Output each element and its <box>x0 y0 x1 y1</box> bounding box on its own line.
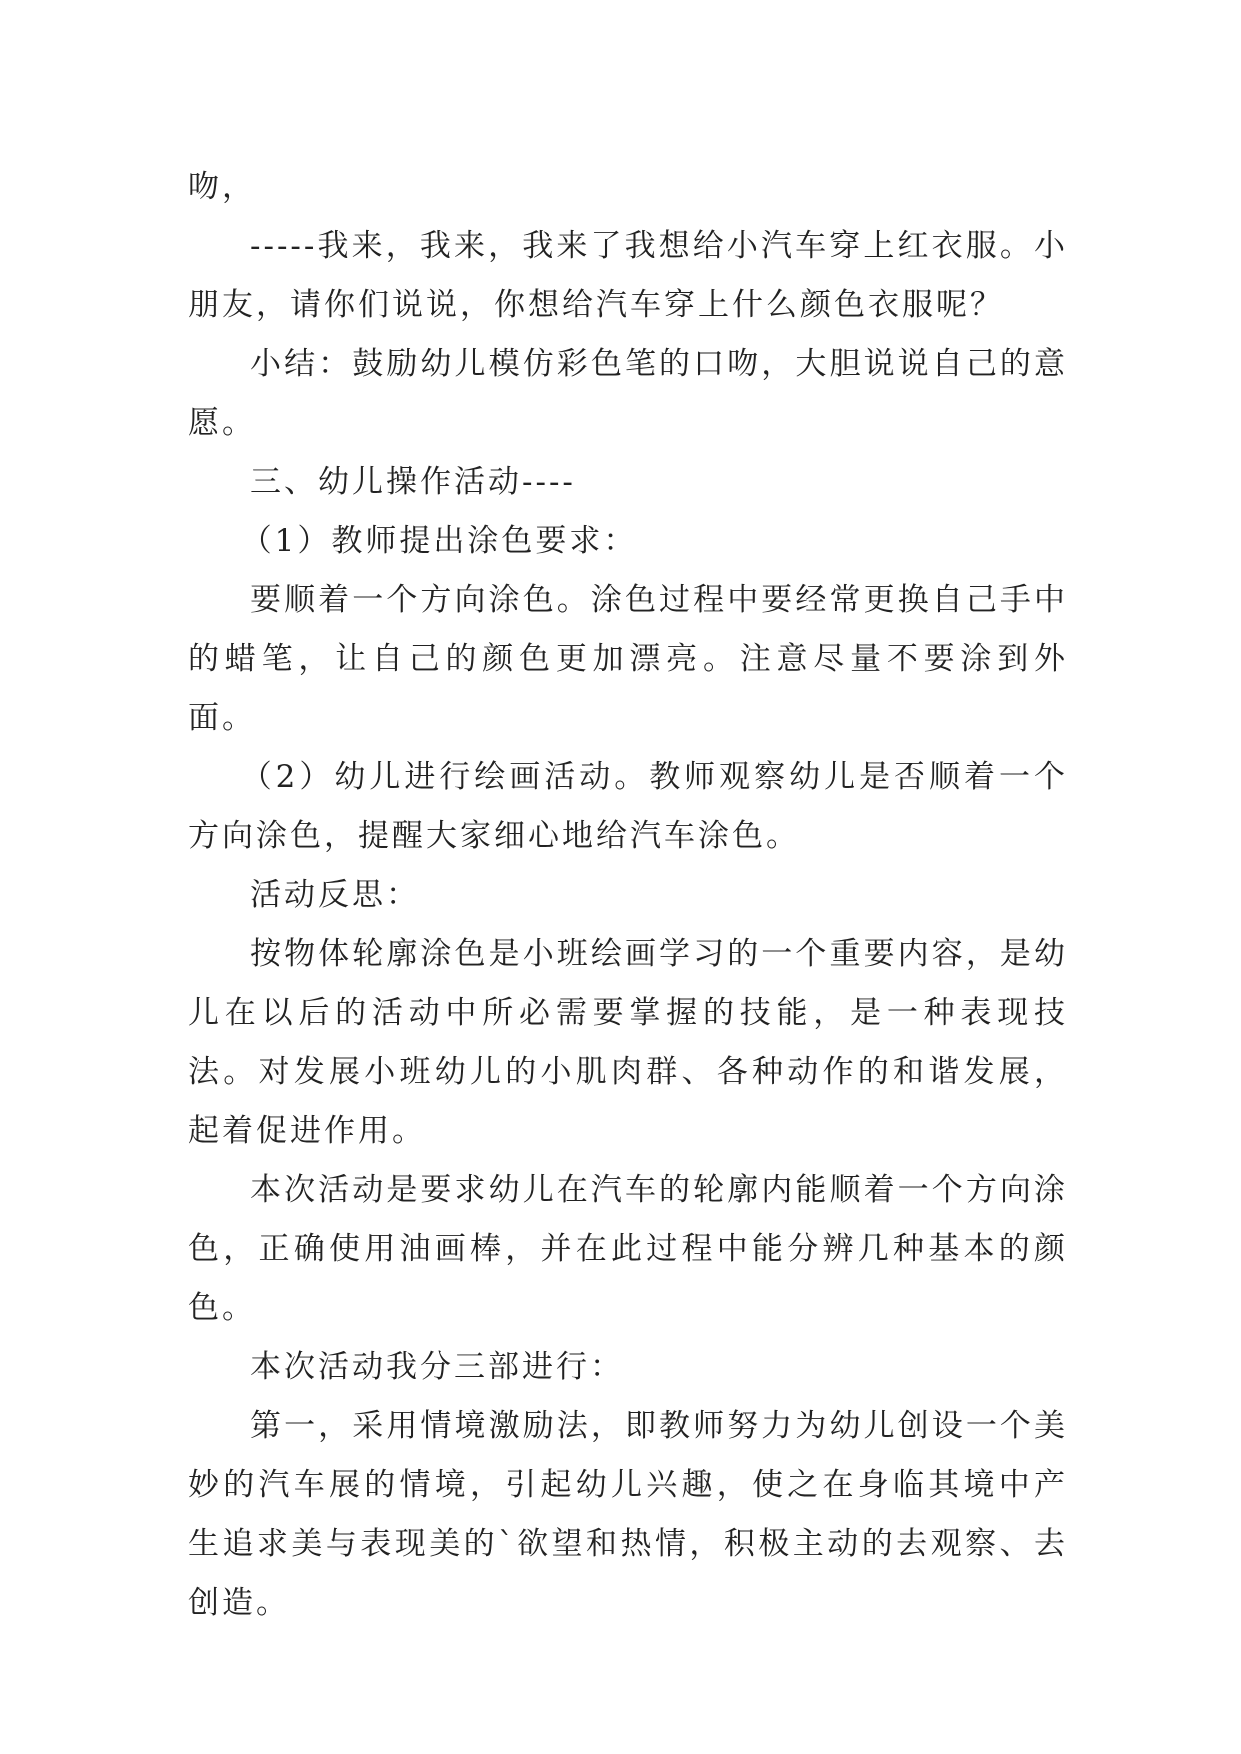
paragraph-reflection-1: 按物体轮廓涂色是小班绘画学习的一个重要内容，是幼儿在以后的活动中所必需要掌握的技能，是一种表现技法。对发展小班幼儿的小肌肉群、各种动作的和谐发展，起着促进作用。 <box>188 936 1068 1149</box>
step-1-heading: （1）教师提出涂色要求： <box>240 523 638 559</box>
section-heading-3: 三、幼儿操作活动---- <box>250 464 576 500</box>
paragraph-three-parts: 本次活动我分三部进行： <box>250 1349 624 1385</box>
paragraph-dialogue: -----我来，我来，我来了我想给小汽车穿上红衣服。小朋友，请你们说说，你想给汽车穿上什么颜色衣服呢？ <box>188 228 1068 323</box>
paragraph-coloring-requirements: 要顺着一个方向涂色。涂色过程中要经常更换自己手中的蜡笔，让自己的颜色更加漂亮。注意尽量不要涂到外面。 <box>188 582 1068 736</box>
paragraph-summary: 小结：鼓励幼儿模仿彩色笔的口吻，大胆说说自己的意愿。 <box>188 346 1068 441</box>
paragraph-reflection-2: 本次活动是要求幼儿在汽车的轮廓内能顺着一个方向涂色，正确使用油画棒，并在此过程中能分辨几种基本的颜色。 <box>188 1172 1068 1326</box>
paragraph-part-1: 第一，采用情境激励法，即教师努力为幼儿创设一个美妙的汽车展的情境，引起幼儿兴趣，使之在身临其境中产生追求美与表现美的`欲望和热情，积极主动的去观察、去创造。 <box>188 1408 1068 1621</box>
paragraph-continuation: 吻， <box>188 169 256 205</box>
section-heading-reflection: 活动反思： <box>250 877 420 913</box>
step-2-paragraph: （2）幼儿进行绘画活动。教师观察幼儿是否顺着一个方向涂色，提醒大家细心地给汽车涂色。 <box>188 759 1068 854</box>
document-body <box>188 158 1068 1633</box>
